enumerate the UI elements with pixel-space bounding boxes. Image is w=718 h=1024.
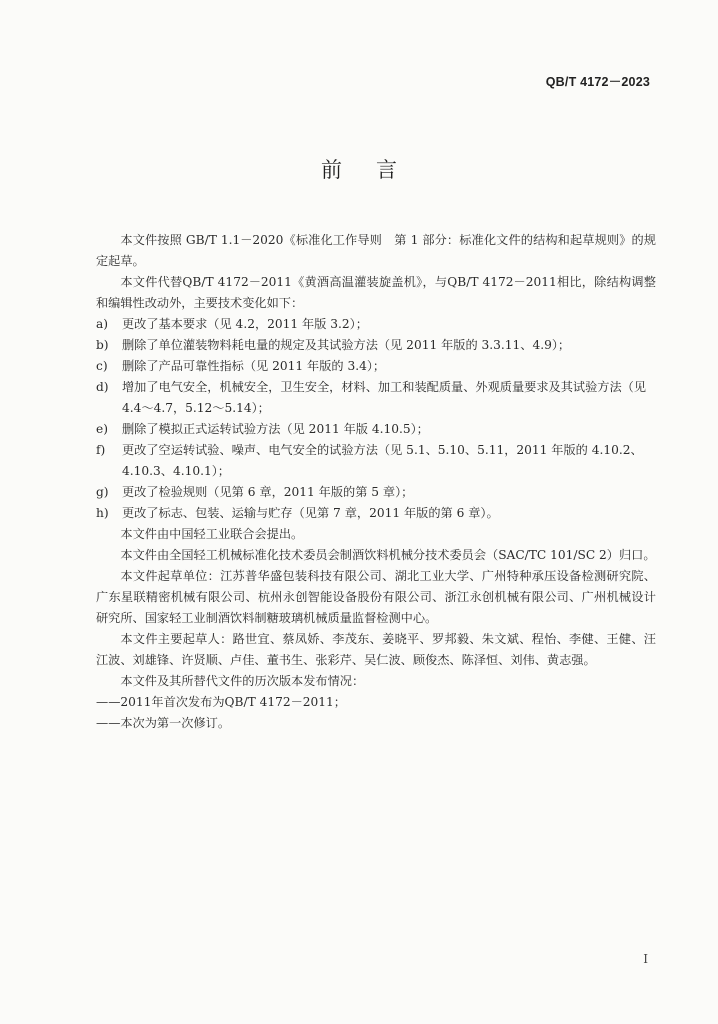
list-marker: h) xyxy=(96,506,109,520)
history-item: ——2011年首次发布为QB/T 4172－2011； xyxy=(96,695,346,709)
list-text: 删除了产品可靠性指标（见 2011 年版的 3.4）； xyxy=(122,359,386,373)
list-item xyxy=(96,482,656,503)
paragraph-committee: 本文件由全国轻工机械标准化技术委员会制酒饮料机械分技术委员会（SAC/TC 101/SC 2）归口。 xyxy=(120,548,656,562)
list-text: 删除了单位灌装物料耗电量的规定及其试验方法（见 2011 年版的 3.3.11、4.9）； xyxy=(122,338,571,352)
list-marker: c) xyxy=(96,359,108,373)
list-text: 删除了模拟正式运转试验方法（见 2011 年版 4.10.5）； xyxy=(122,422,429,436)
paragraph-replacement: 本文件代替QB/T 4172－2011《黄酒高温灌装旋盖机》，与QB/T 4172－2011相比，除结构调整和编辑性改动外，主要技术变化如下： xyxy=(96,275,656,310)
paragraph-drafting-rules: 本文件按照 GB/T 1.1－2020《标准化工作导则 第 1 部分：标准化文件的结构和起草规则》的规定起草。 xyxy=(96,233,656,268)
list-text: 更改了空运转试验、噪声、电气安全的试验方法（见 5.1、5.10、5.11，2011 年版的 4.10.2、4.10.3、4.10.1）； xyxy=(122,443,643,478)
paragraph-drafters: 本文件主要起草人：路世宜、蔡凤娇、李茂东、姜晓平、罗邦毅、朱文斌、程怡、李健、王健、汪江波、刘雄锋、许贤顺、卢佳、董书生、张彩芹、吴仁波、顾俊杰、陈泽恒、刘伟、黄志强。 xyxy=(96,632,656,667)
changes-list xyxy=(96,314,656,524)
list-text: 更改了基本要求（见 4.2，2011 年版 3.2）； xyxy=(122,317,368,331)
list-text: 增加了电气安全，机械安全，卫生安全，材料、加工和装配质量、外观质量要求及其试验方法（见 4.4～4.7，5.12～5.14）； xyxy=(122,380,647,415)
list-marker: a) xyxy=(96,317,109,331)
paragraph-proposer: 本文件由中国轻工业联合会提出。 xyxy=(120,527,304,541)
list-item xyxy=(96,356,656,377)
list-item xyxy=(96,440,656,482)
list-marker: f) xyxy=(96,443,106,457)
list-marker: b) xyxy=(96,338,109,352)
paragraph-history-intro: 本文件及其所替代文件的历次版本发布情况： xyxy=(120,674,365,688)
page-title: 前言 xyxy=(321,158,431,182)
list-item xyxy=(96,419,656,440)
document-code: QB/T 4172－2023 xyxy=(545,75,650,89)
paragraph-drafting-units: 本文件起草单位：江苏普华盛包装科技有限公司、湖北工业大学、广州特种承压设备检测研究院、广东星联精密机械有限公司、杭州永创智能设备股份有限公司、浙江永创机械有限公司、广州机械设计研究所、国家轻工业制酒饮料制糖玻璃机械质量监督检测中心。 xyxy=(96,569,656,625)
list-item xyxy=(96,314,656,335)
list-item xyxy=(96,503,656,524)
page-number: I xyxy=(643,952,648,966)
list-marker: d) xyxy=(96,380,109,394)
list-item xyxy=(96,335,656,356)
foreword-body xyxy=(96,230,656,734)
list-marker: e) xyxy=(96,422,108,436)
list-item xyxy=(96,377,656,419)
list-marker: g) xyxy=(96,485,109,499)
list-text: 更改了标志、包装、运输与贮存（见第 7 章，2011 年版的第 6 章）。 xyxy=(122,506,499,520)
history-item: ——本次为第一次修订。 xyxy=(96,716,231,730)
list-text: 更改了检验规则（见第 6 章，2011 年版的第 5 章）； xyxy=(122,485,414,499)
